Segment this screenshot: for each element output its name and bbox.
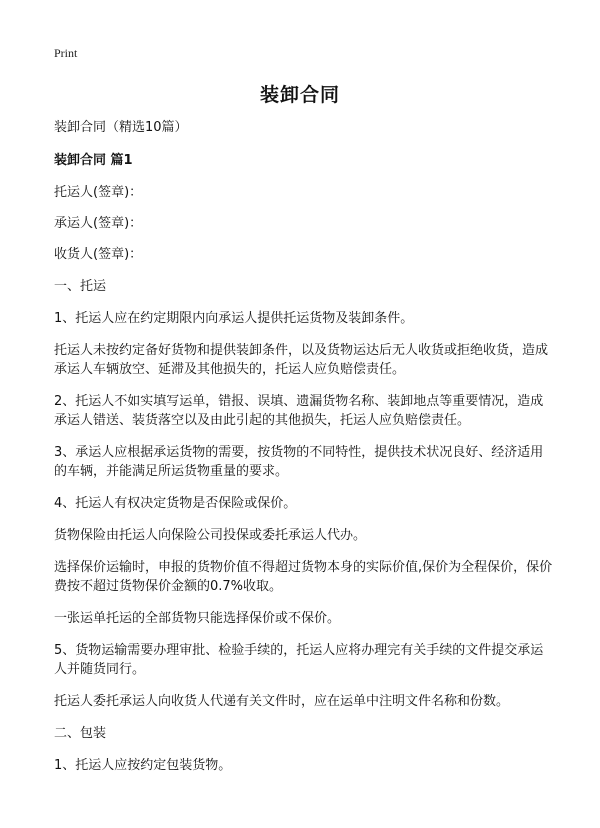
carrier-signature-line: 承运人(签章)：	[54, 216, 143, 231]
clause-5: 5、货物运输需要办理审批、检验手续的，托运人应将办理完有关手续的文件提交承运人并随货同行。	[54, 643, 544, 677]
valuation-paragraph: 选择保价运输时，申报的货物价值不得超过货物本身的实际价值,保价为全程保价，保价费按不超过货物保价金额的0.7%收取。	[54, 560, 553, 594]
clause-1-paragraph: 托运人未按约定备好货物和提供装卸条件，以及货物运达后无人收货或拒绝收货，造成承运人车辆放空、延滞及其他损失的，托运人应负赔偿责任。	[54, 343, 549, 377]
documents-paragraph: 托运人委托承运人向收货人代递有关文件时，应在运单中注明文件名称和份数。	[54, 694, 510, 709]
document-title: 装卸合同	[259, 84, 340, 106]
section-one-heading: 一、托运	[54, 279, 107, 294]
clause-2: 2、托运人不如实填写运单，错报、误填、遗漏货物名称、装卸地点等重要情况，造成承运人错送、装货落空以及由此引起的其他损失，托运人应负赔偿责任。	[54, 394, 544, 428]
clause-1: 1、托运人应在约定期限内向承运人提供托运货物及装卸条件。	[54, 311, 414, 326]
document-body	[54, 118, 554, 788]
section-heading: 装卸合同 篇1	[54, 153, 133, 168]
document-subtitle: 装卸合同（精选10篇）	[54, 120, 188, 135]
clause-4: 4、托运人有权决定货物是否保险或保价。	[54, 496, 297, 511]
shipper-signature-line: 托运人(签章)：	[54, 185, 143, 200]
single-waybill-paragraph: 一张运单托运的全部货物只能选择保价或不保价。	[54, 611, 341, 626]
consignee-signature-line: 收货人(签章)：	[54, 247, 143, 262]
print-label: Print	[54, 46, 78, 60]
section-two-heading: 二、包装	[54, 726, 107, 741]
clause-3: 3、承运人应根据承运货物的需要，按货物的不同特性，提供技术状况良好、经济适用的车辆，并能满足所运货物重量的要求。	[54, 445, 544, 479]
insurance-paragraph: 货物保险由托运人向保险公司投保或委托承运人代办。	[54, 528, 367, 543]
packaging-clause-1: 1、托运人应按约定包装货物。	[54, 758, 232, 773]
